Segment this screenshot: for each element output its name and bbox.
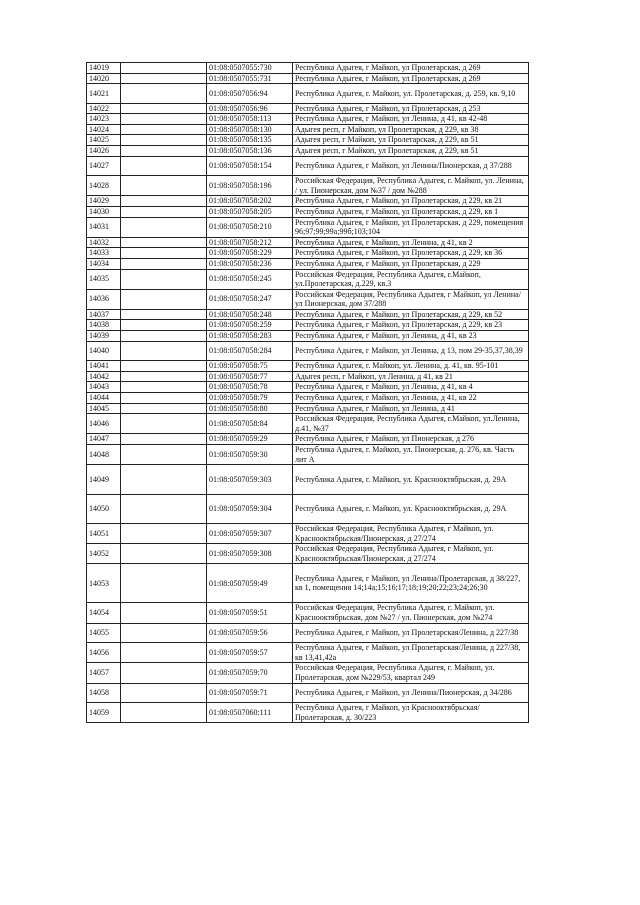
table-row — [87, 361, 529, 372]
cadastral-number-cell: 01:08:0507059:51 — [207, 603, 293, 623]
table-row — [87, 135, 529, 146]
address-cell: Российская Федерация, Республика Адыгея, г. Майкоп, ул. Пролетарская, дом №229/53, квартал 249 — [293, 663, 529, 683]
table-row — [87, 84, 529, 104]
address-cell: Адыгея респ, г Майкоп, ул Пролетарская, д 229, кв 51 — [293, 146, 529, 157]
cadastral-number-cell: 01:08:0507058:283 — [207, 331, 293, 342]
address-cell: Российская Федерация, Республика Адыгея, г.Майкоп, ул.Пролетарская, д.229, кв.3 — [293, 269, 529, 289]
empty-cell — [121, 289, 207, 309]
address-cell: Адыгея респ, г Майкоп, ул Пролетарская, д 229, кв 51 — [293, 135, 529, 146]
cadastral-number-cell: 01:08:0507059:308 — [207, 544, 293, 564]
empty-cell — [121, 663, 207, 683]
table-row — [87, 103, 529, 114]
empty-cell — [121, 217, 207, 237]
empty-cell — [121, 494, 207, 524]
cadastral-number-cell: 01:08:0507058:77 — [207, 371, 293, 382]
table-row — [87, 217, 529, 237]
empty-cell — [121, 114, 207, 125]
address-cell: Республика Адыгея, г. Майкоп, ул. Краснооктябрьская, д. 29А — [293, 494, 529, 524]
address-cell: Республика Адыгея, г Майкоп, ул Пролетарская/Ленина, д 227/38 — [293, 623, 529, 643]
row-number-cell: 14049 — [87, 465, 121, 495]
row-number-cell: 14022 — [87, 103, 121, 114]
address-cell: Республика Адыгея, г Майкоп, ул Пролетарская, д 229, кв 1 — [293, 206, 529, 217]
row-number-cell: 14027 — [87, 156, 121, 176]
row-number-cell: 14034 — [87, 258, 121, 269]
cadastral-number-cell: 01:08:0507059:49 — [207, 564, 293, 603]
row-number-cell: 14042 — [87, 371, 121, 382]
cadastral-number-cell: 01:08:0507059:56 — [207, 623, 293, 643]
address-cell: Республика Адыгея, г Майкоп, ул Пролетарская, д 229 — [293, 258, 529, 269]
row-number-cell: 14041 — [87, 361, 121, 372]
table-row — [87, 320, 529, 331]
row-number-cell: 14048 — [87, 444, 121, 464]
address-cell: Республика Адыгея, г Майкоп, ул Пролетарская, д 253 — [293, 103, 529, 114]
address-cell: Республика Адыгея, г Майкоп, ул Ленина/Пионерская, д 37/288 — [293, 156, 529, 176]
table-row — [87, 63, 529, 74]
cadastral-number-cell: 01:08:0507058:135 — [207, 135, 293, 146]
cadastral-number-cell: 01:08:0507058:229 — [207, 248, 293, 259]
cadastral-number-cell: 01:08:0507058:130 — [207, 124, 293, 135]
row-number-cell: 14050 — [87, 494, 121, 524]
empty-cell — [121, 643, 207, 663]
empty-cell — [121, 103, 207, 114]
address-cell: Республика Адыгея, г. Майкоп, ул. Краснооктябрьская, д. 29А — [293, 465, 529, 495]
row-number-cell: 14026 — [87, 146, 121, 157]
row-number-cell: 14057 — [87, 663, 121, 683]
row-number-cell: 14032 — [87, 237, 121, 248]
cadastral-number-cell: 01:08:0507058:205 — [207, 206, 293, 217]
table-row — [87, 564, 529, 603]
cadastral-number-cell: 01:08:0507056:96 — [207, 103, 293, 114]
cadastral-number-cell: 01:08:0507059:71 — [207, 683, 293, 703]
table-row — [87, 196, 529, 207]
cadastral-number-cell: 01:08:0507059:70 — [207, 663, 293, 683]
empty-cell — [121, 703, 207, 723]
row-number-cell: 14029 — [87, 196, 121, 207]
address-cell: Республика Адыгея, г Майкоп, ул Пролетарская, д 269 — [293, 63, 529, 74]
empty-cell — [121, 392, 207, 403]
row-number-cell: 14051 — [87, 524, 121, 544]
empty-cell — [121, 176, 207, 196]
cadastral-number-cell: 01:08:0507058:136 — [207, 146, 293, 157]
cadastral-number-cell: 01:08:0507055:731 — [207, 73, 293, 84]
address-cell: Российская Федерация, Республика Адыгея, г. Майкоп, ул. Краснооктябрьская, дом №27 / ул. Пионерская, дом №274 — [293, 603, 529, 623]
empty-cell — [121, 237, 207, 248]
cadastral-number-cell: 01:08:0507055:730 — [207, 63, 293, 74]
table-row — [87, 248, 529, 259]
row-number-cell: 14033 — [87, 248, 121, 259]
table-row — [87, 444, 529, 464]
address-cell: Республика Адыгея, г Майкоп, ул Пионерская, д 276 — [293, 434, 529, 445]
table-row — [87, 258, 529, 269]
table-row — [87, 206, 529, 217]
table-row — [87, 124, 529, 135]
address-cell: Республика Адыгея, г Майкоп, ул Ленина, д 41, кв 2 — [293, 237, 529, 248]
row-number-cell: 14044 — [87, 392, 121, 403]
table-row — [87, 237, 529, 248]
empty-cell — [121, 371, 207, 382]
cadastral-number-cell: 01:08:0507056:94 — [207, 84, 293, 104]
row-number-cell: 14021 — [87, 84, 121, 104]
empty-cell — [121, 63, 207, 74]
cadastral-number-cell: 01:08:0507058:78 — [207, 382, 293, 393]
table-row — [87, 176, 529, 196]
table-row — [87, 703, 529, 723]
address-cell: Адыгея респ, г Майкоп, ул Ленина, д 41, кв 21 — [293, 371, 529, 382]
address-cell: Республика Адыгея, г Майкоп, ул Пролетарская, д 229, кв 52 — [293, 309, 529, 320]
empty-cell — [121, 544, 207, 564]
address-cell: Российская Федерация, Республика Адыгея, г Майкоп, ул. Краснооктябрьская/Пионерская, д 27/274 — [293, 524, 529, 544]
empty-cell — [121, 382, 207, 393]
row-number-cell: 14052 — [87, 544, 121, 564]
table-row — [87, 392, 529, 403]
address-cell: Республика Адыгея, г Майкоп, ул Пролетарская, д 229, кв 21 — [293, 196, 529, 207]
empty-cell — [121, 248, 207, 259]
cadastral-number-cell: 01:08:0507058:113 — [207, 114, 293, 125]
address-cell: Республика Адыгея, г. Майкоп, ул. Пролетарская, д. 259, кв. 9,10 — [293, 84, 529, 104]
row-number-cell: 14028 — [87, 176, 121, 196]
row-number-cell: 14020 — [87, 73, 121, 84]
row-number-cell: 14031 — [87, 217, 121, 237]
empty-cell — [121, 258, 207, 269]
address-cell: Республика Адыгея, г. Майкоп, ул. Ленина, д. 41, кв. 95-101 — [293, 361, 529, 372]
table-row — [87, 73, 529, 84]
row-number-cell: 14023 — [87, 114, 121, 125]
address-cell: Республика Адыгея, г Майкоп, ул Пролетарская, д 229, кв 36 — [293, 248, 529, 259]
address-cell: Адыгея респ, г Майкоп, ул Пролетарская, д 229, кв 38 — [293, 124, 529, 135]
empty-cell — [121, 403, 207, 414]
table-row — [87, 494, 529, 524]
cadastral-number-cell: 01:08:0507058:79 — [207, 392, 293, 403]
table-row — [87, 465, 529, 495]
empty-cell — [121, 603, 207, 623]
cadastral-number-cell: 01:08:0507058:154 — [207, 156, 293, 176]
cadastral-number-cell: 01:08:0507059:30 — [207, 444, 293, 464]
table-row — [87, 269, 529, 289]
empty-cell — [121, 320, 207, 331]
empty-cell — [121, 124, 207, 135]
cadastral-number-cell: 01:08:0507059:303 — [207, 465, 293, 495]
row-number-cell: 14059 — [87, 703, 121, 723]
cadastral-number-cell: 01:08:0507059:304 — [207, 494, 293, 524]
address-cell: Республика Адыгея, г Майкоп, ул Пролетарская/Ленина, д 227/38, кв 13,41,42а — [293, 643, 529, 663]
empty-cell — [121, 73, 207, 84]
table-row — [87, 403, 529, 414]
address-cell: Республика Адыгея, г Майкоп, ул Ленина, д 41, кв 22 — [293, 392, 529, 403]
address-cell: Республика Адыгея, г Майкоп, ул Ленина, д 41, кв 42-48 — [293, 114, 529, 125]
table-row — [87, 603, 529, 623]
address-cell: Российская Федерация, Республика Адыгея, г Майкоп, ул. Краснооктябрьская/Пионерская, д 27/274 — [293, 544, 529, 564]
table-row — [87, 683, 529, 703]
table-row — [87, 341, 529, 361]
cadastral-number-cell: 01:08:0507058:236 — [207, 258, 293, 269]
table-row — [87, 382, 529, 393]
cadastral-number-cell: 01:08:0507059:307 — [207, 524, 293, 544]
address-cell: Республика Адыгея, г Майкоп, ул Ленина, д 41 — [293, 403, 529, 414]
empty-cell — [121, 434, 207, 445]
row-number-cell: 14055 — [87, 623, 121, 643]
row-number-cell: 14030 — [87, 206, 121, 217]
row-number-cell: 14047 — [87, 434, 121, 445]
cadastral-number-cell: 01:08:0507059:29 — [207, 434, 293, 445]
table-row — [87, 156, 529, 176]
registry-table-body — [87, 63, 529, 723]
row-number-cell: 14024 — [87, 124, 121, 135]
table-row — [87, 114, 529, 125]
empty-cell — [121, 564, 207, 603]
empty-cell — [121, 309, 207, 320]
row-number-cell: 14054 — [87, 603, 121, 623]
row-number-cell: 14058 — [87, 683, 121, 703]
table-row — [87, 371, 529, 382]
cadastral-number-cell: 01:08:0507058:247 — [207, 289, 293, 309]
table-row — [87, 524, 529, 544]
row-number-cell: 14035 — [87, 269, 121, 289]
table-row — [87, 331, 529, 342]
cadastral-number-cell: 01:08:0507059:57 — [207, 643, 293, 663]
empty-cell — [121, 341, 207, 361]
row-number-cell: 14038 — [87, 320, 121, 331]
address-cell: Республика Адыгея, г Майкоп, ул Ленина, д 41, кв 4 — [293, 382, 529, 393]
address-cell: Российская Федерация, Республика Адыгея, г.Майкоп, ул.Ленина, д.41, №37 — [293, 414, 529, 434]
table-row — [87, 663, 529, 683]
address-cell: Республика Адыгея, г Майкоп, ул Пролетарская, д 229, кв 23 — [293, 320, 529, 331]
address-cell: Республика Адыгея, г Майкоп, ул Пролетарская, д 229, помещения 96;97;99;99а;99б;103;104 — [293, 217, 529, 237]
empty-cell — [121, 444, 207, 464]
empty-cell — [121, 361, 207, 372]
empty-cell — [121, 331, 207, 342]
table-row — [87, 434, 529, 445]
empty-cell — [121, 146, 207, 157]
address-cell: Республика Адыгея, г Майкоп, ул Пролетарская, д 269 — [293, 73, 529, 84]
empty-cell — [121, 623, 207, 643]
cadastral-number-cell: 01:08:0507058:75 — [207, 361, 293, 372]
address-cell: Республика Адыгея, г Майкоп, ул Краснооктябрьская/Пролетарская, д. 30/223 — [293, 703, 529, 723]
address-cell: Республика Адыгея, г Майкоп, ул Ленина/Пионерская, д 34/286 — [293, 683, 529, 703]
empty-cell — [121, 524, 207, 544]
row-number-cell: 14043 — [87, 382, 121, 393]
table-row — [87, 643, 529, 663]
cadastral-number-cell: 01:08:0507058:210 — [207, 217, 293, 237]
registry-table — [86, 62, 529, 723]
empty-cell — [121, 84, 207, 104]
row-number-cell: 14040 — [87, 341, 121, 361]
table-row — [87, 623, 529, 643]
cadastral-number-cell: 01:08:0507058:84 — [207, 414, 293, 434]
address-cell: Республика Адыгея, г Майкоп, ул Ленина/Пролетарская, д 38/227, кв 1, помещения 14;14а;15;16;17;18;19;20;22;23;24;26;30 — [293, 564, 529, 603]
cadastral-number-cell: 01:08:0507058:212 — [207, 237, 293, 248]
cadastral-number-cell: 01:08:0507058:80 — [207, 403, 293, 414]
empty-cell — [121, 465, 207, 495]
table-row — [87, 289, 529, 309]
address-cell: Республика Адыгея, г Майкоп, ул Ленина, д 13, пом 29-35,37,38,39 — [293, 341, 529, 361]
cadastral-number-cell: 01:08:0507058:248 — [207, 309, 293, 320]
row-number-cell: 14039 — [87, 331, 121, 342]
row-number-cell: 14037 — [87, 309, 121, 320]
row-number-cell: 14036 — [87, 289, 121, 309]
row-number-cell: 14045 — [87, 403, 121, 414]
empty-cell — [121, 135, 207, 146]
cadastral-number-cell: 01:08:0507058:284 — [207, 341, 293, 361]
cadastral-number-cell: 01:08:0507058:259 — [207, 320, 293, 331]
empty-cell — [121, 414, 207, 434]
table-row — [87, 414, 529, 434]
table-row — [87, 544, 529, 564]
row-number-cell: 14056 — [87, 643, 121, 663]
cadastral-number-cell: 01:08:0507058:245 — [207, 269, 293, 289]
row-number-cell: 14019 — [87, 63, 121, 74]
empty-cell — [121, 683, 207, 703]
cadastral-number-cell: 01:08:0507058:196 — [207, 176, 293, 196]
cadastral-number-cell: 01:08:0507058:202 — [207, 196, 293, 207]
cadastral-number-cell: 01:08:0507060:111 — [207, 703, 293, 723]
table-row — [87, 146, 529, 157]
address-cell: Республика Адыгея, г. Майкоп, ул. Пионерская, д. 276, кв. Часть лит А — [293, 444, 529, 464]
empty-cell — [121, 196, 207, 207]
table-row — [87, 309, 529, 320]
document-page — [86, 62, 528, 723]
row-number-cell: 14053 — [87, 564, 121, 603]
row-number-cell: 14046 — [87, 414, 121, 434]
empty-cell — [121, 206, 207, 217]
address-cell: Российская Федерация, Республика Адыгея, г. Майкоп, ул. Ленина, / ул. Пионерская, дом №37 / дом №288 — [293, 176, 529, 196]
address-cell: Российская Федерация, Республика Адыгея, г Майкоп, ул Ленина/ул Пионерская, дом 37/288 — [293, 289, 529, 309]
empty-cell — [121, 269, 207, 289]
row-number-cell: 14025 — [87, 135, 121, 146]
address-cell: Республика Адыгея, г Майкоп, ул Ленина, д 41, кв 23 — [293, 331, 529, 342]
empty-cell — [121, 156, 207, 176]
